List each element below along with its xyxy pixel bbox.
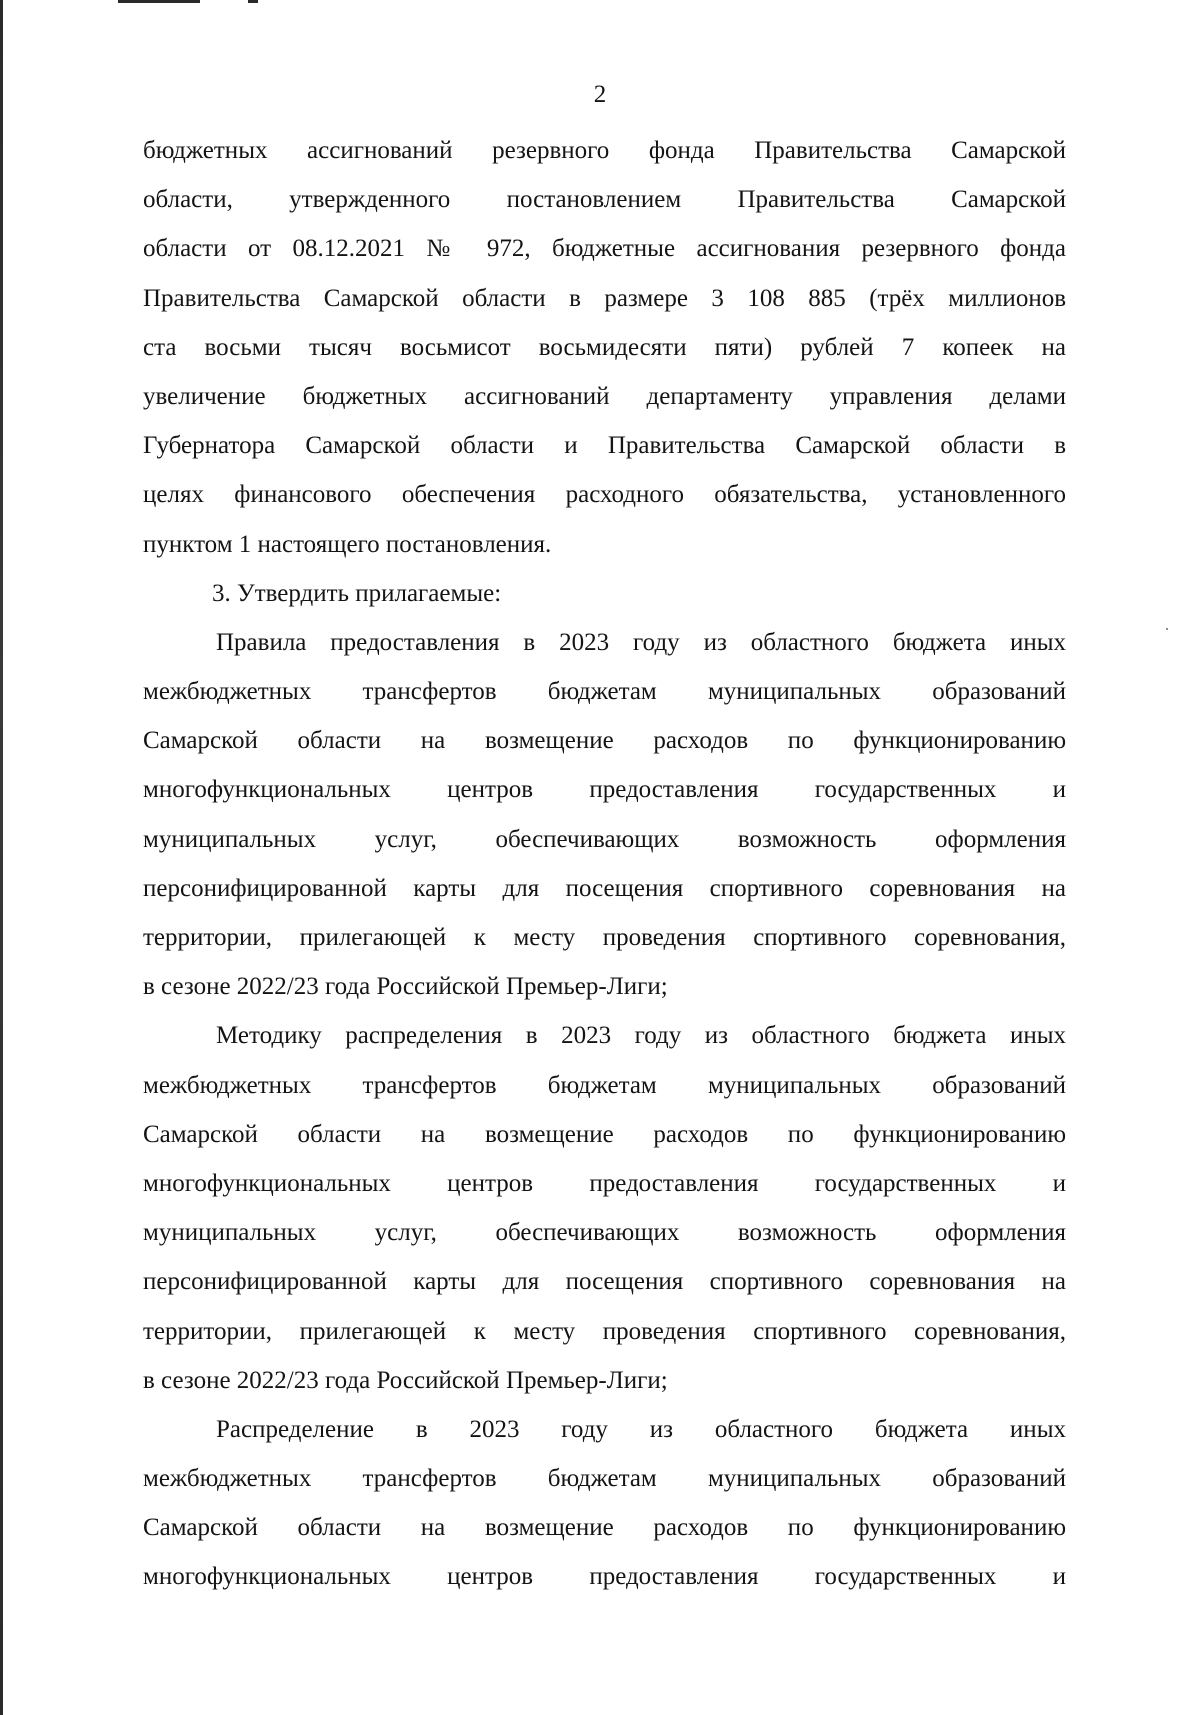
text-line: области от 08.12.2021 № 972, бюджетные ассигнования резервного фонда (143, 235, 1066, 263)
text-line: муниципальных услуг, обеспечивающих возможность оформления (143, 825, 1066, 853)
text-line: Методику распределения в 2023 году из областного бюджета иных (216, 1022, 1066, 1050)
text-line: межбюджетных трансфертов бюджетам муниципальных образований (143, 1071, 1066, 1099)
text-line: увеличение бюджетных ассигнований департаменту управления делами (143, 382, 1066, 410)
scan-top-mark (118, 0, 200, 3)
scan-top-mark (248, 0, 258, 3)
text-line: Распределение в 2023 году из областного бюджета иных (216, 1415, 1066, 1443)
text-line: многофункциональных центров предоставления государственных и (143, 1563, 1066, 1591)
text-line: многофункциональных центров предоставления государственных и (143, 776, 1066, 804)
paragraph (143, 1405, 1066, 1602)
paragraph (143, 1011, 1066, 1405)
text-line: межбюджетных трансфертов бюджетам муниципальных образований (143, 1465, 1066, 1493)
page-number: 2 (593, 81, 607, 108)
text-line: области, утвержденного постановлением Правительства Самарской (143, 186, 1066, 214)
text-line: Правительства Самарской области в размере 3 108 885 (трёх миллионов (143, 284, 1066, 312)
text-line: Губернатора Самарской области и Правительства Самарской области в (143, 432, 1066, 460)
text-line: территории, прилегающей к месту проведения спортивного соревнования, (143, 1317, 1066, 1345)
text-line: Самарской области на возмещение расходов по функционированию (143, 1120, 1066, 1148)
paragraph (143, 569, 1066, 618)
text-line: ста восьми тысяч восьмисот восьмидесяти пяти) рублей 7 копеек на (143, 333, 1066, 361)
text-line: целях финансового обеспечения расходного обязательства, установленного (143, 481, 1066, 509)
text-line: персонифицированной карты для посещения спортивного соревнования на (143, 874, 1066, 902)
text-line: территории, прилегающей к месту проведения спортивного соревнования, (143, 924, 1066, 951)
text-line: пунктом 1 настоящего постановления. (143, 530, 552, 558)
text-line: в сезоне 2022/23 года Российской Премьер-Лиги; (143, 1366, 668, 1394)
paragraph (143, 126, 1066, 569)
text-line: Самарской области на возмещение расходов по функционированию (143, 727, 1066, 755)
document-body (143, 126, 1066, 1602)
text-line: многофункциональных центров предоставления государственных и (143, 1169, 1066, 1197)
text-line: муниципальных услуг, обеспечивающих возможность оформления (143, 1219, 1066, 1247)
text-line: бюджетных ассигнований резервного фонда Правительства Самарской (143, 137, 1066, 164)
text-line: в сезоне 2022/23 года Российской Премьер-Лиги; (143, 973, 668, 1001)
text-line: персонифицированной карты для посещения спортивного соревнования на (143, 1268, 1066, 1296)
scan-speck (1166, 628, 1168, 630)
text-line: Правила предоставления в 2023 году из областного бюджета иных (216, 628, 1066, 656)
text-line: 3. Утвердить прилагаемые: (212, 579, 502, 607)
text-line: Самарской области на возмещение расходов по функционированию (143, 1514, 1066, 1542)
paragraph (143, 618, 1066, 1012)
scan-left-edge (0, 0, 3, 1715)
text-line: межбюджетных трансфертов бюджетам муниципальных образований (143, 678, 1066, 706)
